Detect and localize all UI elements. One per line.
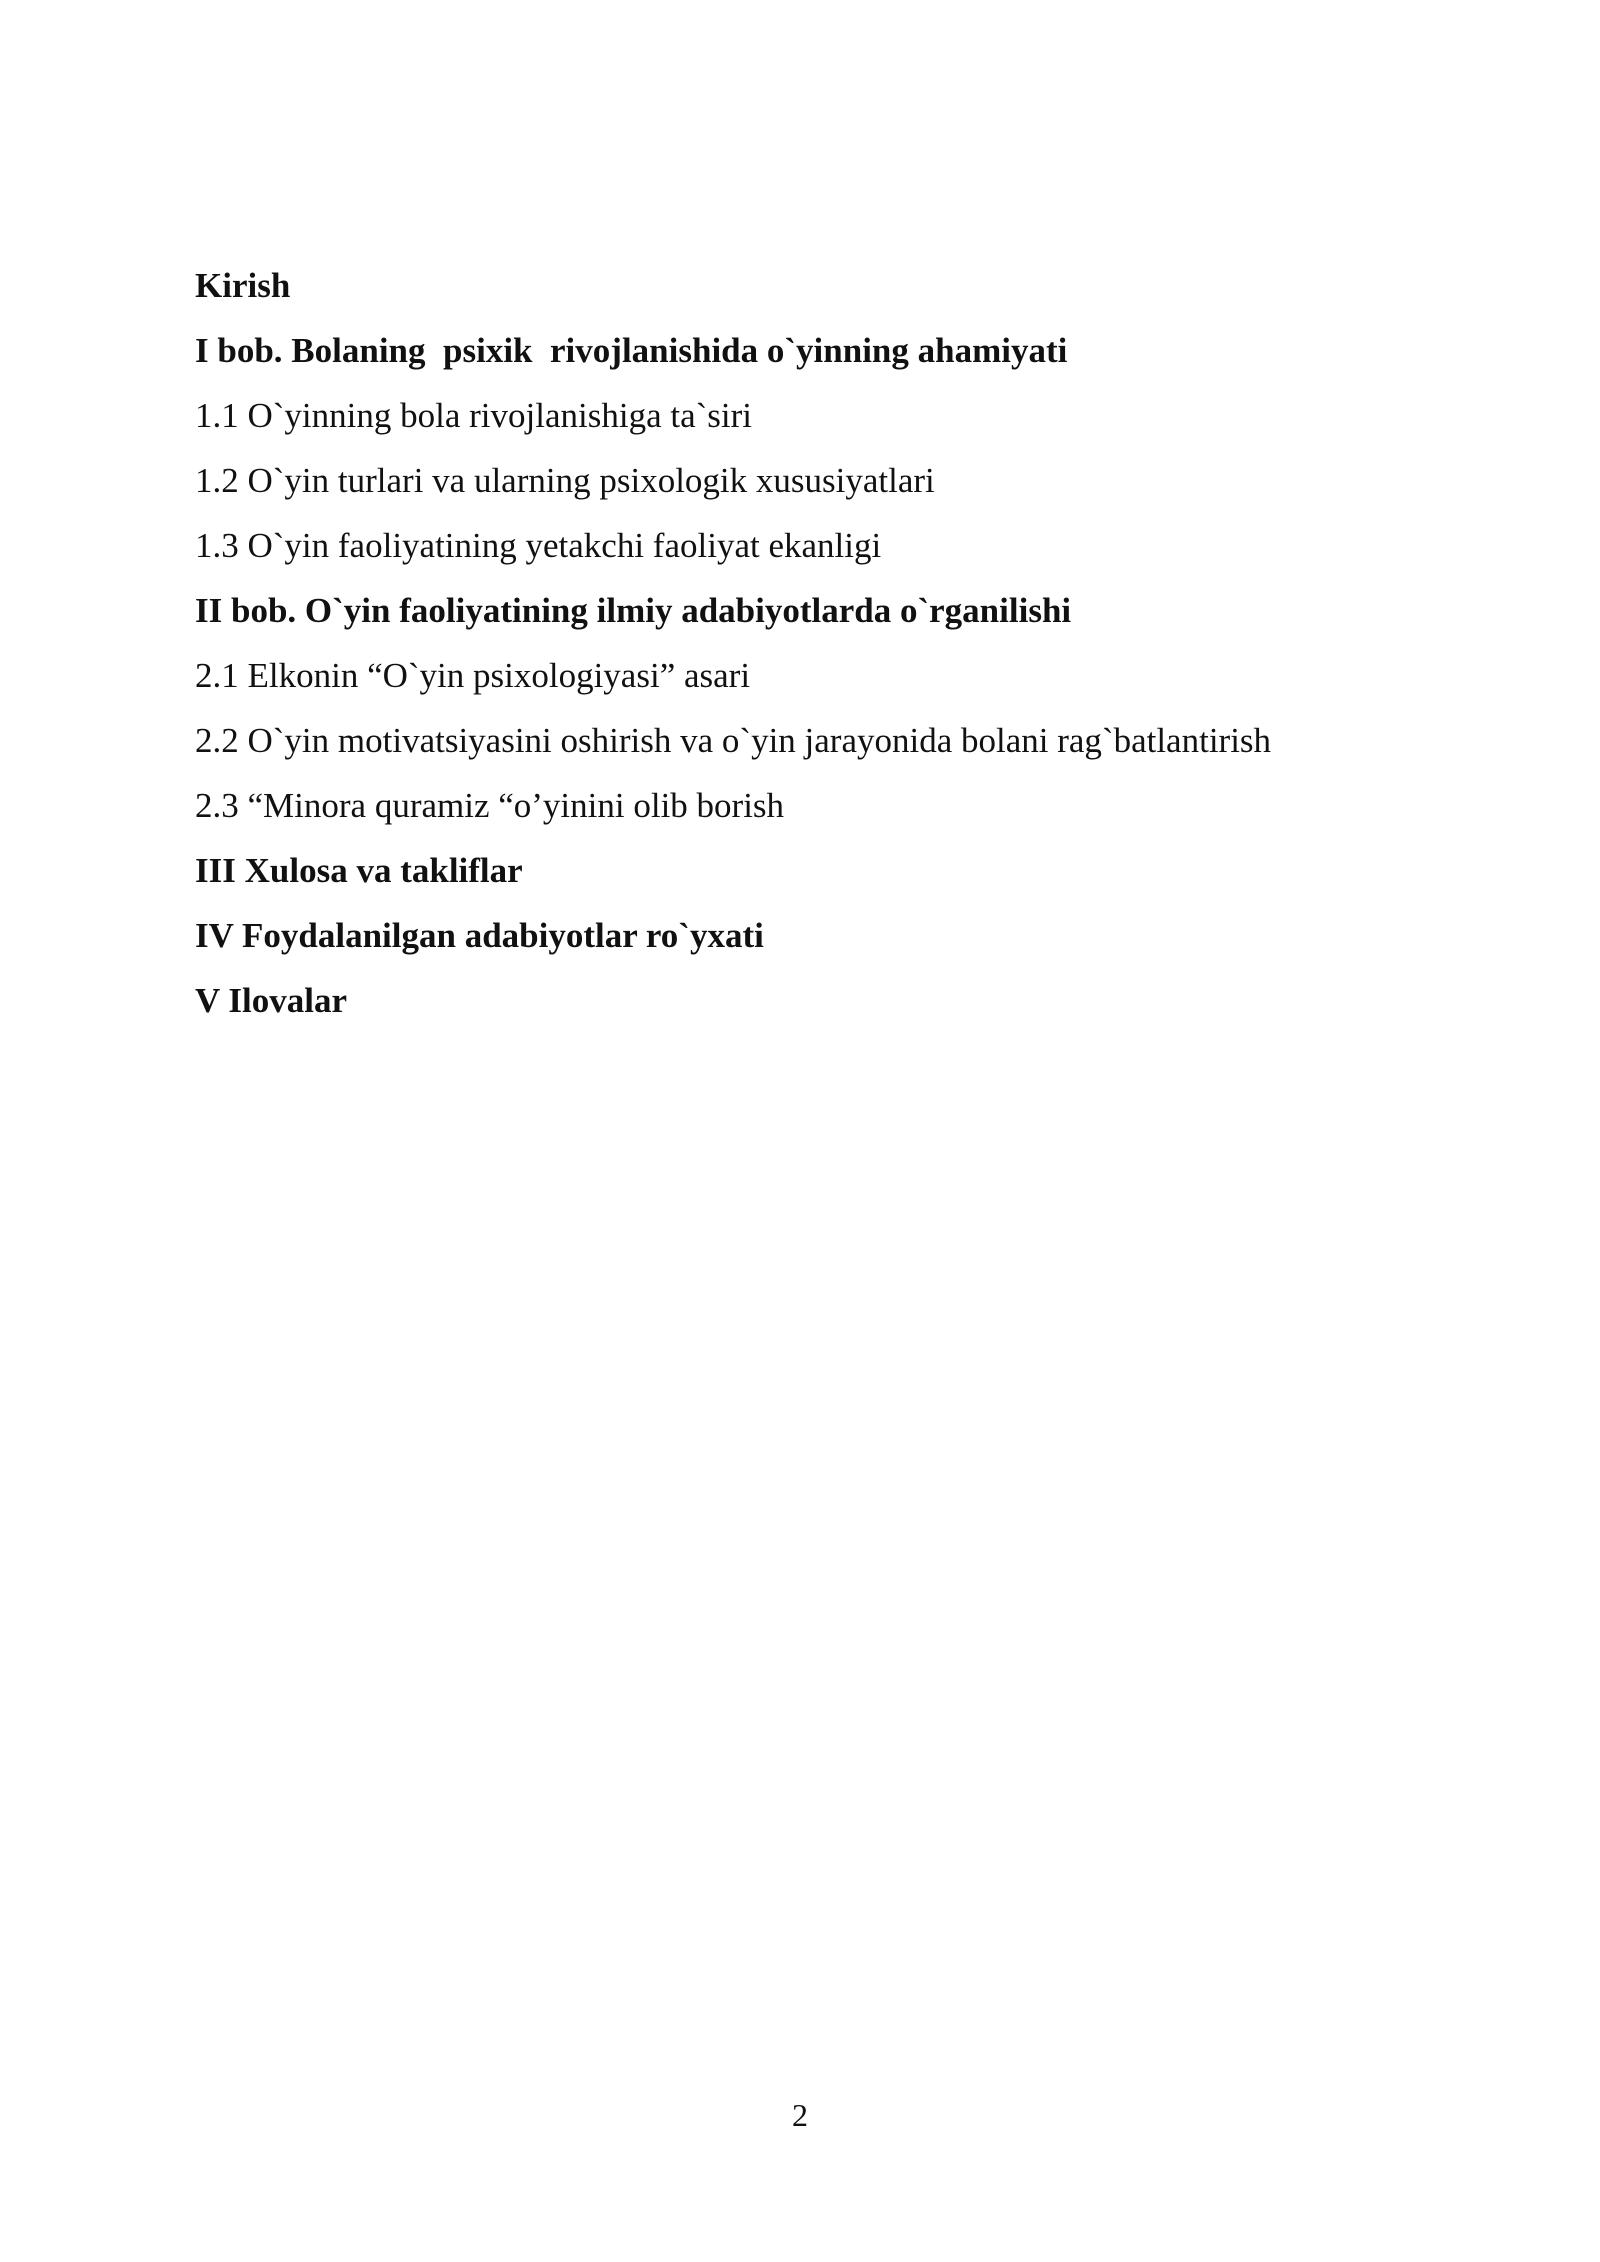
toc-references: IV Foydalanilgan adabiyotlar ro`yxati bbox=[195, 916, 764, 955]
toc-section-2-3: 2.3 “Minora quramiz “o’yinini olib borish bbox=[195, 786, 785, 825]
toc-entry-introduction: Kirish bbox=[195, 266, 291, 305]
toc-section-2-2: 2.2 O`yin motivatsiyasini oshirish va o`yin jarayonida bolani rag`batlantirish bbox=[195, 721, 1272, 760]
table-of-contents bbox=[195, 253, 1475, 1033]
toc-chapter-1: I bob. Bolaning psixik rivojlanishida o`yinning ahamiyati bbox=[195, 331, 1068, 370]
toc-appendices: V Ilovalar bbox=[195, 981, 347, 1020]
toc-section-2-1: 2.1 Elkonin “O`yin psixologiyasi” asari bbox=[195, 656, 751, 695]
toc-section-1-3: 1.3 O`yin faoliyatining yetakchi faoliyat ekanligi bbox=[195, 526, 882, 565]
toc-section-1-1: 1.1 O`yinning bola rivojlanishiga ta`siri bbox=[195, 396, 752, 435]
toc-conclusion: III Xulosa va takliflar bbox=[195, 851, 523, 890]
page-number: 2 bbox=[792, 2097, 808, 2133]
toc-chapter-2: II bob. O`yin faoliyatining ilmiy adabiyotlarda o`rganilishi bbox=[195, 591, 1072, 630]
toc-section-1-2: 1.2 O`yin turlari va ularning psixologik xususiyatlari bbox=[195, 461, 935, 500]
